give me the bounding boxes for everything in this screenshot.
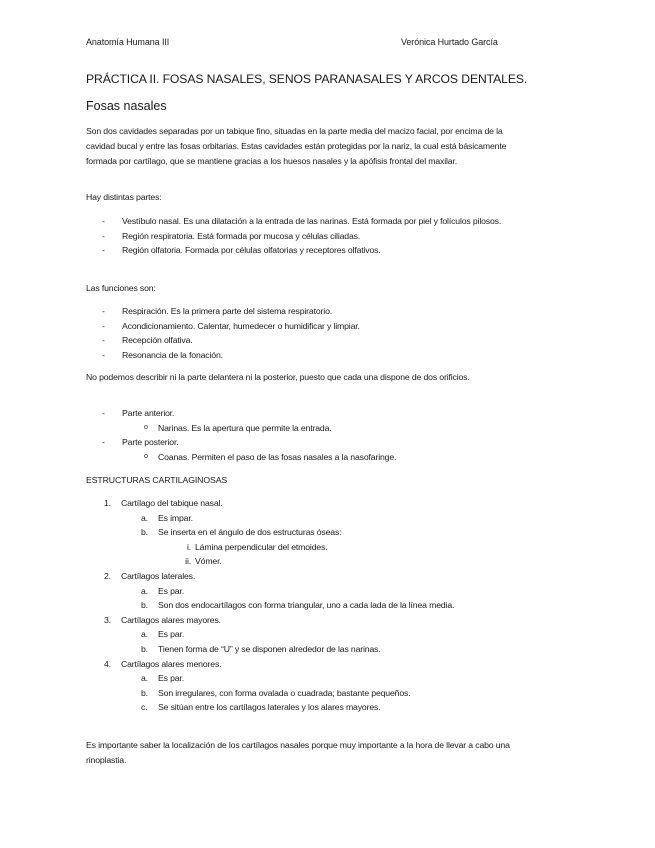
dash-bullet: - xyxy=(102,408,105,418)
orifice-anterior: Parte anterior. xyxy=(122,408,175,418)
orifices-list xyxy=(86,406,526,464)
item-roman: ii. xyxy=(185,556,191,567)
intro-paragraph: Son dos cavidades separadas por un tabique fino, situadas en la parte media del macizo facial, por encima de la cavidad bucal y entre las fosas orbitarias. Estas cavidades están protegidas por la nariz, la cual está básicamente formada por cartílago, que se mantiene gracias a los huesos nasales y la apófisis frontal del maxilar. xyxy=(86,126,507,166)
cartilage-detail: Es par. xyxy=(158,585,184,596)
cartilage-detail: Es par. xyxy=(158,629,184,640)
item-letter: b. xyxy=(141,527,148,538)
roman-item xyxy=(86,540,526,555)
list-item xyxy=(86,243,526,258)
item-number: 3. xyxy=(104,614,111,625)
list-item xyxy=(86,304,526,319)
lettered-item xyxy=(86,511,526,526)
cartilage-detail: Se sitúan entre los cartílagos laterales y los alares mayores. xyxy=(158,702,381,713)
function-acondicionamiento: Acondicionamiento. Calentar, humedecer o humidificar y limpiar. xyxy=(122,320,360,331)
part-respiratoria: Región respiratoria. Está formada por mucosa y células ciliadas. xyxy=(122,230,361,241)
lettered-item xyxy=(86,642,526,657)
function-recepcion: Recepción olfativa. xyxy=(122,335,193,346)
dash-bullet: - xyxy=(102,216,105,226)
lettered-item xyxy=(86,525,526,540)
list-item xyxy=(86,435,526,450)
cartilage-detail: Son irregulares, con forma ovalada o cuadrada; bastante pequeños. xyxy=(158,687,411,698)
lettered-item xyxy=(86,584,526,599)
item-letter: a. xyxy=(141,512,148,523)
list-item xyxy=(86,214,526,229)
list-item xyxy=(86,319,526,334)
cartilage-detail: Es par. xyxy=(158,673,184,684)
dash-bullet: - xyxy=(102,349,105,360)
cartilage-subdetail: Lámina perpendicular del etmoides. xyxy=(195,541,328,552)
function-respiracion: Respiración. Es la primera parte del sistema respiratorio. xyxy=(122,306,333,316)
roman-item xyxy=(86,554,526,569)
item-letter: b. xyxy=(141,643,148,654)
cartilage-detail: Es impar. xyxy=(158,512,193,523)
list-item xyxy=(86,406,526,421)
item-letter: c. xyxy=(141,702,148,713)
item-letter: a. xyxy=(141,673,148,684)
header-course: Anatomía Humana III xyxy=(86,37,170,47)
item-number: 1. xyxy=(104,498,111,508)
item-letter: a. xyxy=(141,629,148,640)
function-resonancia: Resonancia de la fonación. xyxy=(122,349,223,360)
header-author: Verónica Hurtado García xyxy=(401,37,498,47)
cartilage-detail: Son dos endocartílagos con forma triangular, uno a cada lada de la línea media. xyxy=(158,600,455,611)
item-roman: i. xyxy=(186,541,191,552)
list-item xyxy=(86,229,526,244)
part-vestibulo: Vestíbulo nasal. Es una dilatación a la entrada de las narinas. Está formada por piel y folículos pilosos. xyxy=(122,216,502,226)
dash-bullet: - xyxy=(102,245,105,256)
cartilage-subdetail: Vómer. xyxy=(195,556,222,567)
cartilages-list xyxy=(86,496,526,715)
dash-bullet: - xyxy=(102,320,105,331)
dash-bullet: - xyxy=(102,335,105,346)
lettered-item xyxy=(86,700,526,715)
numbered-item xyxy=(86,496,526,511)
circle-bullet: o xyxy=(144,423,148,431)
list-item xyxy=(86,333,526,348)
structures-heading: ESTRUCTURAS CARTILAGINOSAS xyxy=(86,475,228,485)
dash-bullet: - xyxy=(102,437,105,448)
functions-intro: Las funciones son: xyxy=(86,283,156,293)
lettered-item xyxy=(86,671,526,686)
item-letter: a. xyxy=(141,585,148,596)
lettered-item xyxy=(86,627,526,642)
cartilage-detail: Se inserta en el ángulo de dos estructuras óseas: xyxy=(158,527,342,538)
parts-list xyxy=(86,214,526,258)
numbered-item xyxy=(86,613,526,628)
cartilage-tabique: Cartílago del tabique nasal. xyxy=(121,498,223,508)
circle-bullet: o xyxy=(144,452,148,460)
dash-bullet: - xyxy=(102,230,105,241)
lettered-item xyxy=(86,598,526,613)
orifice-posterior: Parte posterior. xyxy=(122,437,179,448)
parts-intro: Hay distintas partes: xyxy=(86,192,162,202)
item-number: 2. xyxy=(104,570,111,581)
item-letter: b. xyxy=(141,687,148,698)
functions-list xyxy=(86,304,526,362)
numbered-item xyxy=(86,657,526,672)
page-title: PRÁCTICA II. FOSAS NASALES, SENOS PARANASALES Y ARCOS DENTALES. xyxy=(86,72,528,86)
closing-paragraph: Es importante saber la localización de los cartílagos nasales porque muy importante a la hora de llevar a cabo una rinoplastia. xyxy=(86,740,510,765)
cartilage-alares-menores: Cartílagos alares menores. xyxy=(121,658,222,669)
list-subitem xyxy=(86,421,526,436)
orifice-anterior-detail: Narinas. Es la apertura que permite la entrada. xyxy=(158,422,332,433)
item-letter: b. xyxy=(141,600,148,611)
lettered-item xyxy=(86,686,526,701)
dash-bullet: - xyxy=(102,306,105,316)
describe-paragraph: No podemos describir ni la parte delantera ni la posterior, puesto que cada una dispone de dos orificios. xyxy=(86,372,470,382)
section-title: Fosas nasales xyxy=(86,99,167,113)
orifice-posterior-detail: Coanas. Permiten el paso de las fosas nasales a la nasofaringe. xyxy=(158,451,397,462)
cartilage-laterales: Cartílagos laterales. xyxy=(121,570,196,581)
part-olfatoria: Región olfatoria. Formada por células olfatorias y receptores olfativos. xyxy=(122,245,381,256)
list-item xyxy=(86,348,526,363)
cartilage-detail: Tienen forma de “U” y se disponen alrededor de las narinas. xyxy=(158,643,381,654)
list-subitem xyxy=(86,450,526,465)
cartilage-alares-mayores: Cartílagos alares mayores. xyxy=(121,614,221,625)
numbered-item xyxy=(86,569,526,584)
item-number: 4. xyxy=(104,658,111,669)
